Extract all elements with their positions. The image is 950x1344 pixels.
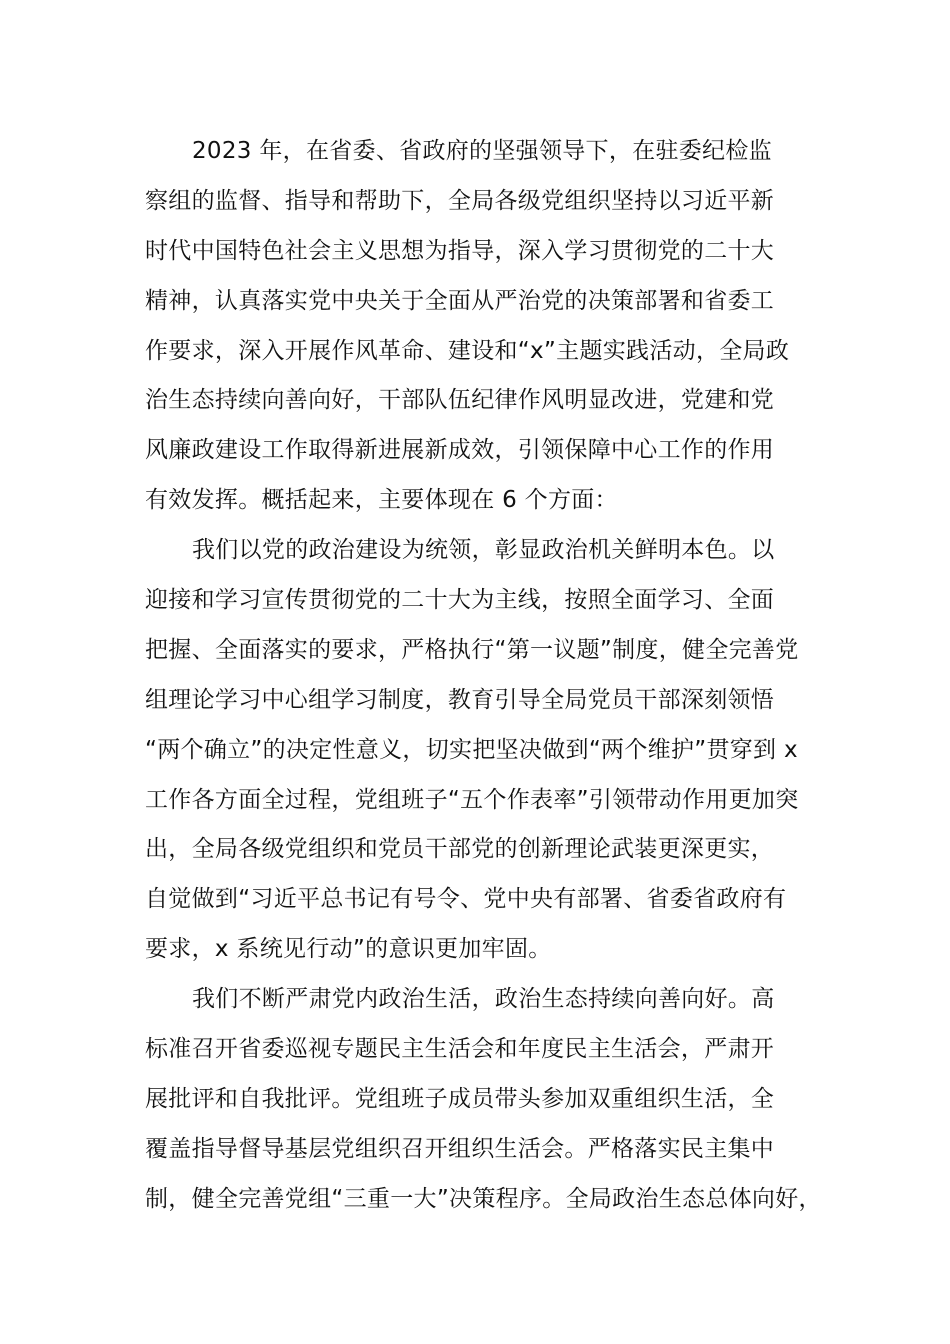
text-line: 察组的监督、指导和帮助下，全局各级党组织坚持以习近平新	[145, 187, 775, 214]
text-line: 工作各方面全过程，党组班子“五个作表率”引领带动作用更加突	[145, 786, 799, 813]
text-line: 风廉政建设工作取得新进展新成效，引领保障中心工作的作用	[145, 437, 775, 464]
text-line: 我们以党的政治建设为统领，彰显政治机关鲜明本色。以	[192, 537, 775, 564]
text-line: 标准召开省委巡视专题民主生活会和年度民主生活会，严肃开	[145, 1036, 775, 1063]
document-body	[145, 127, 835, 1225]
text-line: 作要求，深入开展作风革命、建设和“x”主题实践活动，全局政	[145, 337, 790, 364]
text-line: 治生态持续向善向好，干部队伍纪律作风明显改进，党建和党	[145, 387, 775, 414]
text-line: 展批评和自我批评。党组班子成员带头参加双重组织生活，全	[145, 1085, 775, 1112]
paragraph-summary	[145, 127, 835, 526]
text-line: 时代中国特色社会主义思想为指导，深入学习贯彻党的二十大	[145, 237, 775, 264]
text-line: 精神，认真落实党中央关于全面从严治党的决策部署和省委工	[145, 287, 775, 314]
text-line: 要求，x 系统见行动”的意识更加牢固。	[145, 936, 552, 963]
text-line: 我们不断严肃党内政治生活，政治生态持续向善向好。高	[192, 986, 775, 1013]
paragraph-political-life	[145, 975, 835, 1224]
text-line: 迎接和学习宣传贯彻党的二十大为主线，按照全面学习、全面	[145, 587, 775, 614]
text-line: “两个确立”的决定性意义，切实把坚决做到“两个维护”贯穿到 x	[145, 736, 798, 763]
text-line: 出，全局各级党组织和党员干部党的创新理论武装更深更实，	[145, 836, 775, 863]
text-line: 制，健全完善党组“三重一大”决策程序。全局政治生态总体向好，	[145, 1185, 822, 1212]
text-line: 2023 年，在省委、省政府的坚强领导下，在驻委纪检监	[192, 138, 772, 164]
paragraph-political-building	[145, 526, 835, 975]
text-line: 覆盖指导督导基层党组织召开组织生活会。严格落实民主集中	[145, 1135, 775, 1162]
text-line: 组理论学习中心组学习制度，教育引导全局党员干部深刻领悟	[145, 686, 775, 713]
text-line: 有效发挥。概括起来，主要体现在 6 个方面：	[145, 487, 618, 514]
text-line: 把握、全面落实的要求，严格执行“第一议题”制度，健全完善党	[145, 636, 799, 663]
text-line: 自觉做到“习近平总书记有号令、党中央有部署、省委省政府有	[145, 886, 787, 913]
